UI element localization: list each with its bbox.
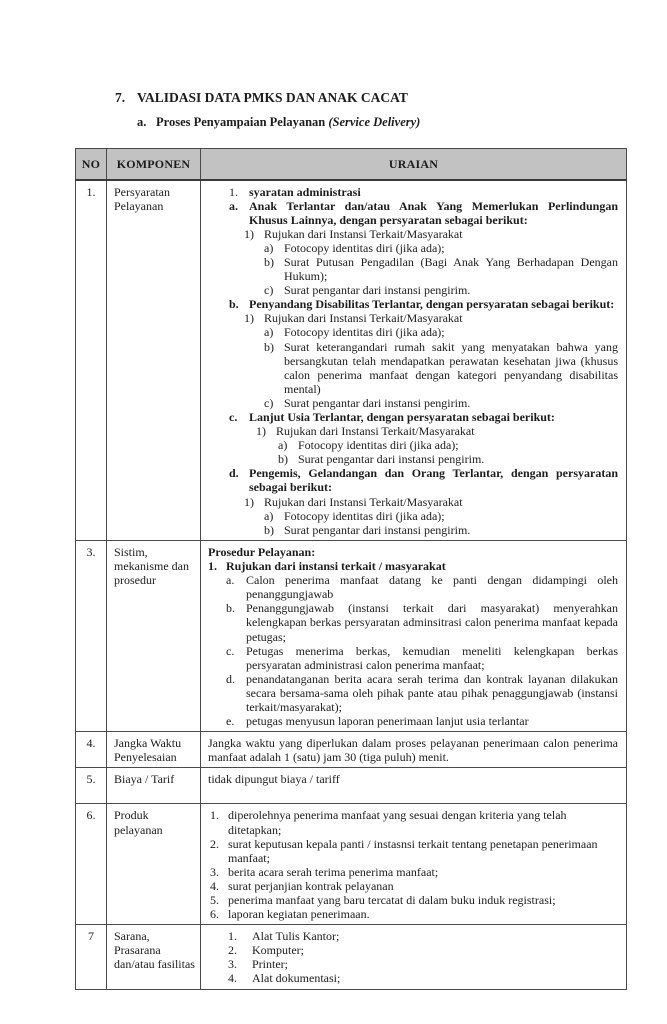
- item-marker: 3.: [210, 864, 219, 879]
- item-text: Rujukan dari Instansi Terkait/Masyarakat: [264, 494, 463, 509]
- uraian-item: [208, 837, 618, 865]
- table-row: [76, 768, 627, 804]
- item-marker: 1): [256, 424, 266, 439]
- table-header: [76, 149, 627, 180]
- item-marker: 4.: [228, 971, 237, 986]
- table-row: [76, 541, 627, 732]
- item-marker: b): [264, 254, 274, 269]
- item-text: diperolehnya penerima manfaat yang sesuai dengan kriteria yang telah ditetapkan;: [228, 808, 567, 837]
- item-text: Rujukan dari Instansi Terkait/Masyarakat: [276, 424, 475, 439]
- uraian-item: [208, 438, 618, 452]
- uraian-item: [208, 325, 618, 339]
- uraian-item: [208, 283, 618, 297]
- item-marker: a.: [229, 198, 238, 213]
- uraian-item: [208, 297, 618, 311]
- header-no: NO: [76, 149, 107, 180]
- item-text: Penyandang Disabilitas Terlantar, dengan persyaratan sebagai berikut:: [249, 297, 615, 312]
- item-text: Surat keterangandari rumah sakit yang menyatakan bahwa yang bersangkutan telah mendapatkan perawatan kesehatan jiwa (khusus calon penerima manfaat dengan kategori penyandang disabilitas mental): [284, 339, 618, 396]
- header-komponen: KOMPONEN: [107, 149, 201, 180]
- table-row: [76, 732, 627, 768]
- item-text: syaratan administrasi: [249, 184, 361, 199]
- item-text: Alat Tulis Kantor;: [252, 929, 340, 944]
- uraian-item: [208, 452, 618, 466]
- uraian-item: [208, 424, 618, 438]
- uraian-item: [208, 879, 618, 893]
- item-marker: 1): [244, 494, 254, 509]
- item-marker: 1.: [228, 929, 237, 944]
- title-block: [115, 90, 615, 130]
- uraian-cell: [201, 925, 627, 989]
- uraian-cell: [201, 180, 627, 541]
- uraian-item: [208, 340, 618, 396]
- uraian-item: [208, 957, 618, 971]
- uraian-item: [208, 199, 618, 227]
- uraian-cell: [201, 541, 627, 732]
- item-text: Fotocopy identitas diri (jika ada);: [284, 508, 445, 523]
- page-title: [115, 90, 615, 106]
- komponen-cell: Sistim, mekanisme dan prosedur: [107, 541, 201, 732]
- item-marker: 5.: [210, 892, 219, 907]
- item-marker: a): [264, 508, 274, 523]
- item-text: petugas menyusun laporan penerimaan lanjut usia terlantar: [246, 714, 529, 729]
- uraian-item: [208, 672, 618, 714]
- uraian-item: Prosedur Pelayanan:: [208, 545, 316, 559]
- uraian-item: [208, 523, 618, 537]
- item-text: Fotocopy identitas diri (jika ada);: [298, 438, 459, 453]
- uraian-cell: [201, 804, 627, 925]
- no-cell: 4.: [76, 732, 107, 768]
- item-marker: d.: [229, 466, 239, 481]
- item-text: Printer;: [252, 957, 288, 972]
- item-marker: 1): [244, 226, 254, 241]
- uraian-item: [208, 893, 618, 907]
- item-marker: b): [264, 522, 274, 537]
- komponen-cell: Biaya / Tarif: [107, 768, 201, 804]
- item-text: Pengemis, Gelandangan dan Orang Terlantar, dengan persyaratan sebagai berikut:: [249, 466, 618, 495]
- item-marker: 1.: [229, 184, 238, 199]
- uraian-item: [208, 241, 618, 255]
- item-text: Lanjut Usia Terlantar, dengan persyaratan sebagai berikut:: [249, 410, 555, 424]
- item-text: Fotocopy identitas diri (jika ada);: [284, 325, 445, 340]
- item-text: Rujukan dari Instansi Terkait/Masyarakat: [264, 311, 463, 326]
- item-text: Fotocopy identitas diri (jika ada);: [284, 240, 445, 255]
- section-subtitle: [137, 115, 615, 130]
- uraian-item: [208, 907, 618, 921]
- uraian-cell: [201, 768, 627, 804]
- item-text: Surat Putusan Pengadilan (Bagi Anak Yang Berhadapan Dengan Hukum);: [284, 254, 618, 284]
- item-text: Petugas menerima berkas, kemudian meneliti kelengkapan berkas persyaratan administrasi calon penerima manfaat;: [246, 643, 618, 672]
- uraian-item: [208, 929, 618, 943]
- item-marker: b.: [226, 601, 235, 616]
- uraian-item: [208, 865, 618, 879]
- item-text: Alat dokumentasi;: [252, 971, 341, 986]
- item-marker: b.: [229, 297, 239, 312]
- no-cell: 5.: [76, 768, 107, 804]
- uraian-item: [208, 396, 618, 410]
- komponen-cell: Produk pelayanan: [107, 804, 201, 925]
- komponen-cell: Persyaratan Pelayanan: [107, 180, 201, 541]
- item-text: surat perjanjian kontrak pelayanan: [228, 878, 394, 893]
- uraian-item: [208, 495, 618, 509]
- uraian-item: [208, 559, 618, 573]
- item-text: Komputer;: [252, 943, 304, 958]
- table-row: [76, 804, 627, 925]
- komponen-cell: Sarana, Prasarana dan/atau fasilitas: [107, 925, 201, 989]
- subtitle-italic: (Service Delivery): [328, 115, 421, 129]
- uraian-item: [208, 227, 618, 241]
- item-text: Surat pengantar dari instansi pengirim.: [284, 522, 471, 537]
- header-uraian: URAIAN: [201, 149, 627, 180]
- item-marker: a): [264, 325, 274, 340]
- uraian-item: [208, 971, 618, 985]
- item-text: Rujukan dari instansi terkait / masyarakat: [226, 559, 446, 574]
- item-marker: c): [264, 395, 274, 410]
- item-text: berita acara serah terima penerima manfaat;: [228, 864, 439, 879]
- uraian-item: [208, 714, 618, 728]
- no-cell: 6.: [76, 804, 107, 925]
- service-standard-table: [75, 148, 627, 990]
- item-text: penandatanganan berita acara serah terima dan kontrak layanan dilakukan secara bersama-sama oleh pihak pante atau pihak penaggungjawab (instansi terkait/masyarakat);: [246, 671, 618, 715]
- item-marker: e.: [226, 714, 235, 729]
- page-title-number: 7.: [115, 90, 126, 105]
- item-marker: a.: [226, 573, 235, 588]
- uraian-item: tidak dipungut biaya / tariff: [208, 772, 340, 787]
- item-text: surat keputusan kepala panti / instasnsi terkait tentang penetapan penerimaan manfaat;: [228, 836, 598, 865]
- item-text: penerima manfaat yang baru tercatat di dalam buku induk registrasi;: [228, 892, 556, 907]
- uraian-item: [208, 466, 618, 494]
- item-marker: 1): [244, 311, 254, 326]
- uraian-item: [208, 601, 618, 643]
- section-subtitle-text: Proses Penyampaian Pelayanan (Service Delivery): [156, 115, 421, 129]
- item-marker: c.: [229, 410, 238, 424]
- no-cell: 1.: [76, 180, 107, 541]
- table-row: [76, 180, 627, 541]
- komponen-cell: Jangka Waktu Penyelesaian: [107, 732, 201, 768]
- item-marker: 4.: [210, 878, 219, 893]
- uraian-item: [208, 943, 618, 957]
- item-marker: d.: [226, 671, 235, 686]
- table-row: [76, 925, 627, 989]
- item-text: Calon penerima manfaat datang ke panti dengan didampingi oleh penanggungjawab: [246, 573, 618, 602]
- uraian-item: [208, 185, 618, 199]
- item-marker: 2.: [228, 943, 237, 958]
- item-text: Anak Terlantar dan/atau Anak Yang Memerlukan Perlindungan Khusus Lainnya, dengan persyaratan sebagai berikut:: [249, 198, 618, 227]
- no-cell: 3.: [76, 541, 107, 732]
- uraian-item: [208, 255, 618, 283]
- page-title-text: VALIDASI DATA PMKS DAN ANAK CACAT: [137, 90, 408, 105]
- item-marker: 1.: [210, 808, 219, 823]
- item-marker: b): [278, 452, 288, 467]
- item-text: Surat pengantar dari instansi pengirim.: [284, 395, 471, 410]
- item-marker: a): [264, 240, 274, 255]
- item-marker: 1.: [208, 559, 217, 574]
- no-cell: 7: [76, 925, 107, 989]
- uraian-item: [208, 808, 618, 836]
- table-body: [76, 180, 627, 990]
- item-marker: c.: [226, 643, 235, 658]
- section-subtitle-letter: a.: [137, 115, 147, 129]
- uraian-item: [208, 644, 618, 672]
- item-marker: 3.: [228, 957, 237, 972]
- item-text: laporan kegiatan penerimaan.: [228, 907, 370, 922]
- uraian-item: [208, 509, 618, 523]
- item-marker: c): [264, 283, 274, 298]
- item-text: Surat pengantar dari instansi pengirim.: [298, 452, 485, 467]
- item-text: Surat pengantar dari instansi pengirim.: [284, 283, 471, 298]
- uraian-item: Jangka waktu yang diperlukan dalam proses pelayanan penerimaan calon penerima manfaat adalah 1 (satu) jam 30 (tiga puluh) menit.: [208, 736, 618, 765]
- item-marker: 6.: [210, 907, 219, 922]
- uraian-item: [208, 410, 618, 424]
- uraian-cell: [201, 732, 627, 768]
- uraian-item: [208, 573, 618, 601]
- item-marker: a): [278, 438, 288, 453]
- item-marker: 2.: [210, 836, 219, 851]
- item-text: Rujukan dari Instansi Terkait/Masyarakat: [264, 226, 463, 241]
- item-text: Penanggungjawab (instansi terkait dari masyarakat) menyerahkan kelengkapan berkas persyaratan adminsitrasi calon penerima manfaat kepada petugas;: [246, 601, 618, 644]
- uraian-item: [208, 311, 618, 325]
- item-marker: b): [264, 339, 274, 354]
